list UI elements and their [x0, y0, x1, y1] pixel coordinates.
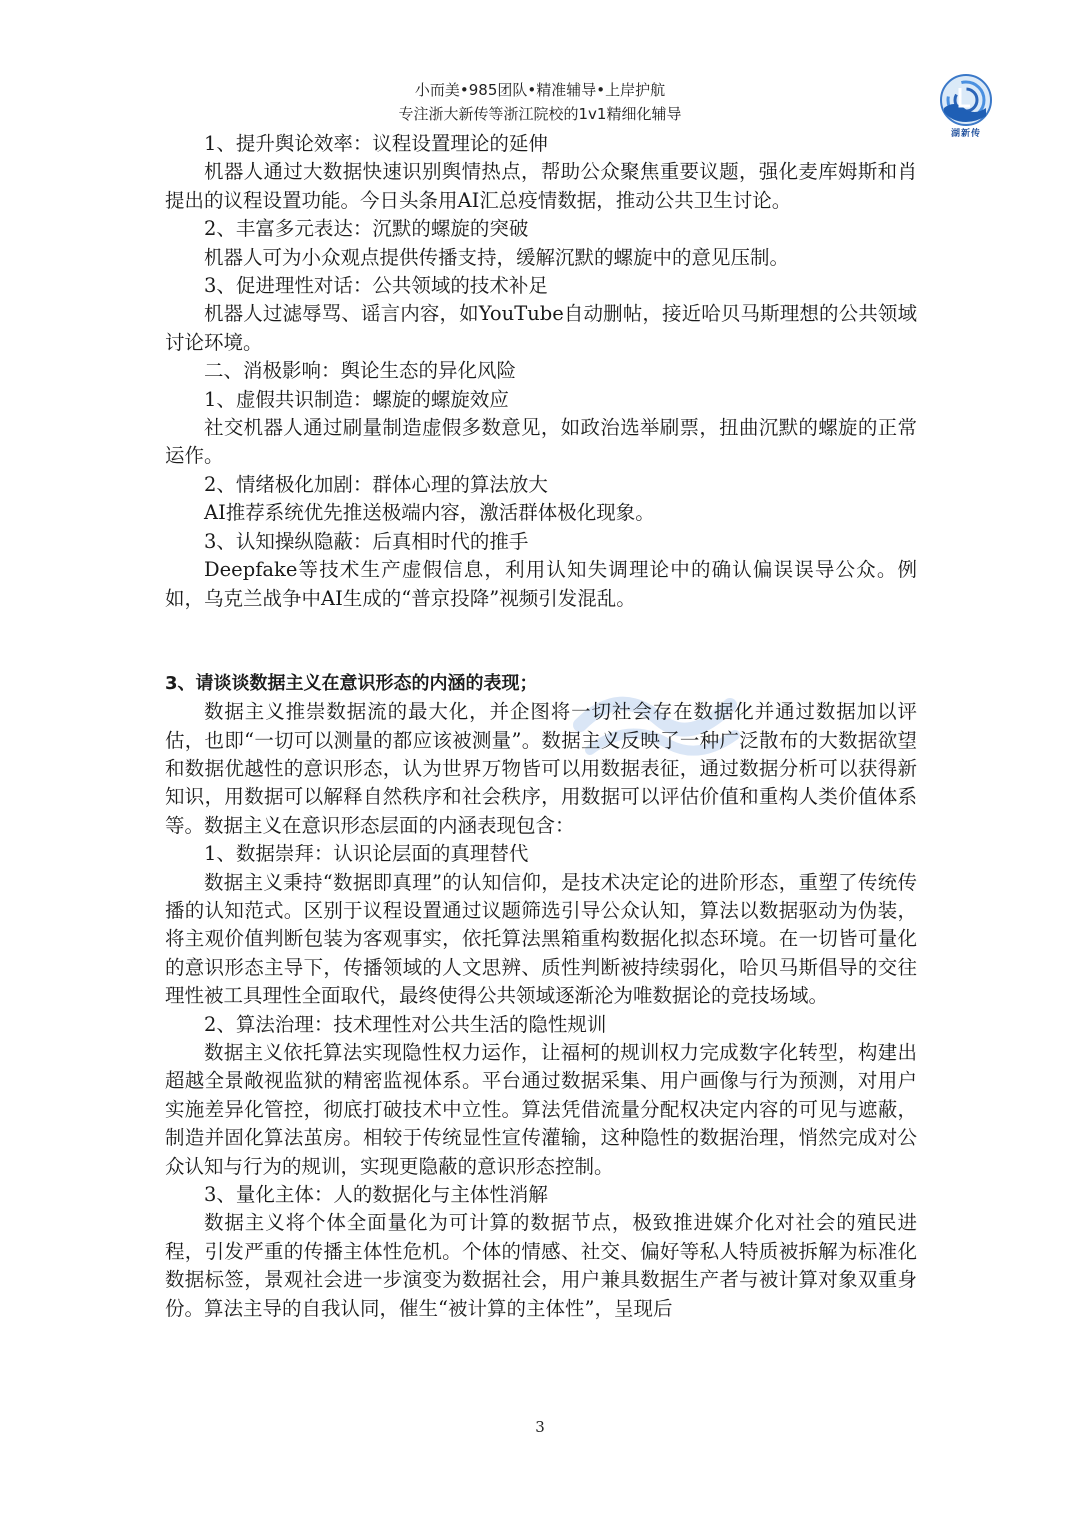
paragraph: 2、情绪极化加剧：群体心理的算法放大	[204, 472, 548, 496]
logo-text: 湖新传	[950, 129, 981, 139]
paragraph-gap	[165, 613, 917, 670]
paragraph: 1、数据崇拜：认识论层面的真理替代	[204, 842, 529, 866]
paragraph: 2、丰富多元表达：沉默的螺旋的突破	[204, 217, 529, 241]
paragraph: 机器人通过大数据快速识别舆情热点，帮助公众聚焦重要议题，强化麦库姆斯和肖提出的议程设置功能。今日头条用AI汇总疫情数据，推动公共卫生讨论。	[165, 160, 917, 212]
page-header	[0, 78, 1080, 126]
paragraph: 数据主义推崇数据流的最大化，并企图将一切社会存在数据化并通过数据加以评估，也即“一切可以测量的都应该被测量”。数据主义反映了一种广泛散布的大数据欲望和数据优越性的意识形态，认为世界万物皆可以用数据表征，通过数据分析可以获得新知识，用数据可以解释自然秩序和社会秩序，用数据可以评估价值和重构人类价值体系等。数据主义在意识形态层面的内涵表现包含：	[165, 700, 917, 837]
paragraph: 3、量化主体：人的数据化与主体性消解	[204, 1183, 548, 1207]
paragraph: 2、算法治理：技术理性对公共生活的隐性规训	[204, 1012, 607, 1036]
paragraph: Deepfake等技术生产虚假信息，利用认知失调理论中的确认偏误误导公众。例如，乌克兰战争中AI生成的“普京投降”视频引发混乱。	[165, 558, 917, 610]
paragraph: 数据主义将个体全面量化为可计算的数据节点，极致推进媒介化对社会的殖民进程，引发严重的传播主体性危机。个体的情感、社交、偏好等私人特质被拆解为标准化数据标签，景观社会进一步演变为数据社会，用户兼具数据生产者与被计算对象双重身份。算法主导的自我认同，催生“被计算的主体性”，呈现后	[165, 1211, 917, 1320]
page-number: 3	[535, 1418, 545, 1436]
header-line-1: 小而美•985团队•精准辅导•上岸护航	[414, 81, 666, 99]
header-line-2: 专注浙大新传等浙江院校的1v1精细化辅导	[398, 105, 682, 123]
paragraph: 3、促进理性对话：公共领域的技术补足	[204, 274, 548, 298]
paragraph: 机器人过滤辱骂、谣言内容，如YouTube自动删帖，接近哈贝马斯理想的公共领域讨论环境。	[165, 302, 917, 354]
paragraph: 数据主义秉持“数据即真理”的认知信仰，是技术决定论的进阶形态，重塑了传统传播的认知范式。区别于议程设置通过议题筛选引导公众认知，算法以数据驱动为伪装，将主观价值判断包装为客观事实，依托算法黑箱重构数据化拟态环境。在一切皆可量化的意识形态主导下，传播领域的人文思辨、质性判断被持续弱化，哈贝马斯倡导的交往理性被工具理性全面取代，最终使得公共领域逐渐沦为唯数据论的竞技场域。	[165, 870, 917, 1008]
paragraph: 数据主义依托算法实现隐性权力运作，让福柯的规训权力完成数字化转型，构建出超越全景敞视监狱的精密监视体系。平台通过数据采集、用户画像与行为预测，对用户实施差异化管控，彻底打破技术中立性。算法凭借流量分配权决定内容的可见与遮蔽，制造并固化算法茧房。相较于传统显性宣传灌输，这种隐性的数据治理，悄然完成对公众认知与行为的规训，实现更隐蔽的意识形态控制。	[165, 1040, 917, 1178]
paragraph: 机器人可为小众观点提供传播支持，缓解沉默的螺旋中的意见压制。	[204, 245, 790, 269]
wave-circle-logo-icon	[934, 72, 998, 142]
section-heading: 3、请谈谈数据主义在意识形态的内涵的表现；	[165, 672, 538, 694]
paragraph: 1、提升舆论效率：议程设置理论的延伸	[204, 132, 548, 155]
paragraph: AI推荐系统优先推送极端内容，激活群体极化现象。	[204, 501, 655, 525]
paragraph: 1、虚假共识制造：螺旋的螺旋效应	[204, 387, 509, 411]
paragraph: 3、认知操纵隐蔽：后真相时代的推手	[204, 529, 529, 553]
document-body	[165, 130, 917, 1323]
paragraph: 二、消极影响：舆论生态的异化风险	[204, 359, 517, 383]
paragraph: 社交机器人通过刷量制造虚假多数意见，如政治选举刷票，扭曲沉默的螺旋的正常运作。	[165, 416, 917, 468]
